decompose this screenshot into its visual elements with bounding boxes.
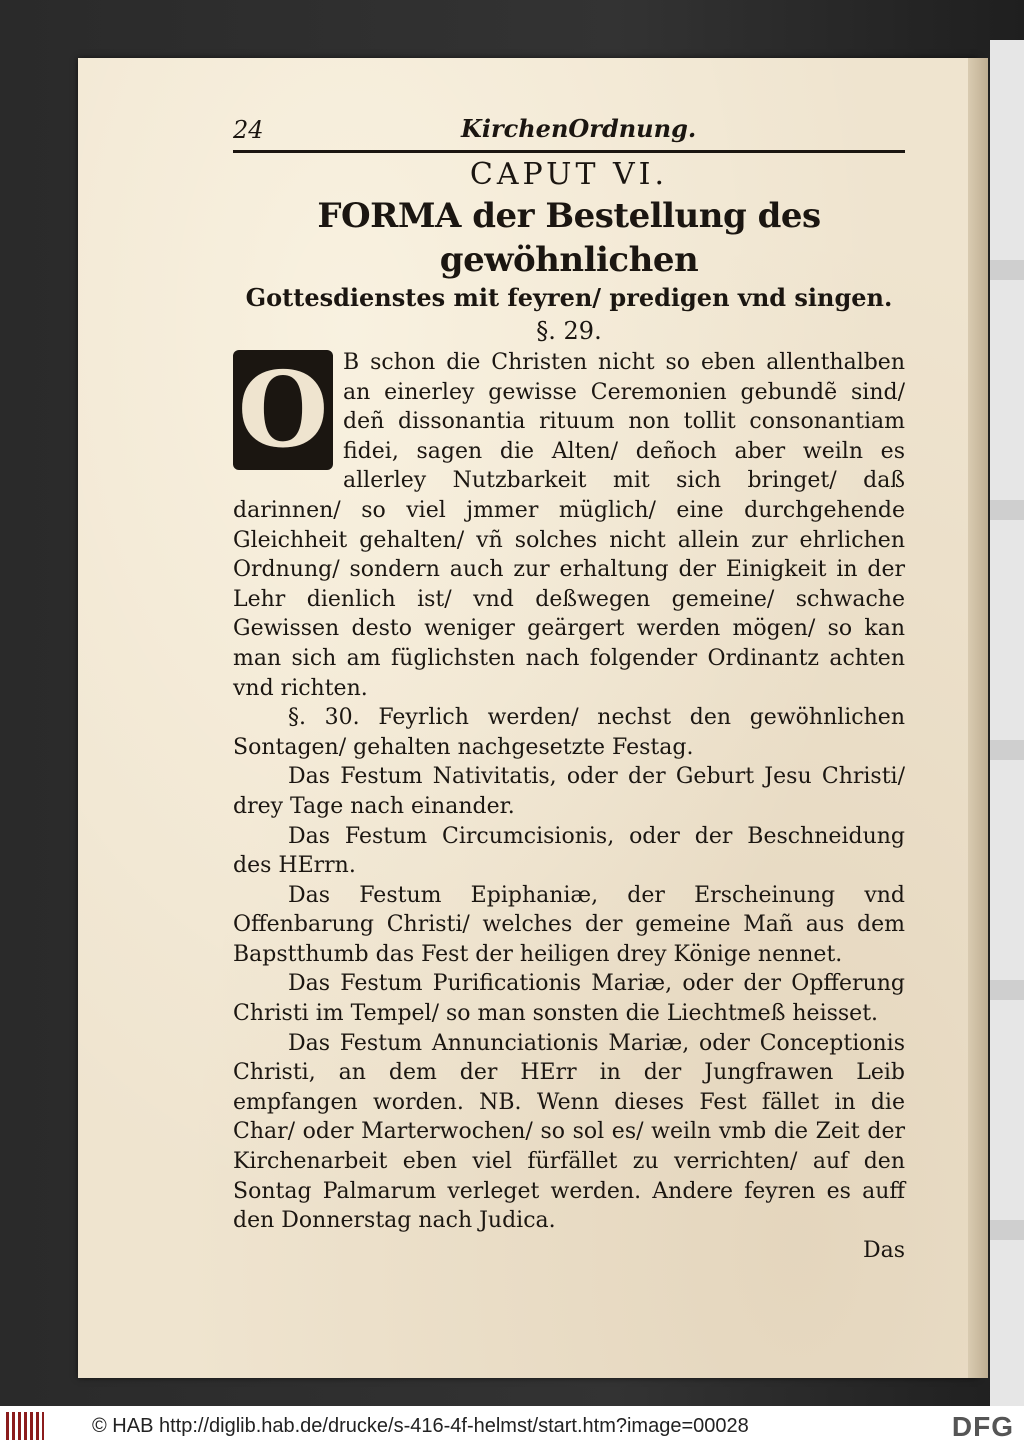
scan-ruler <box>990 40 1024 1406</box>
running-head <box>233 110 905 150</box>
paragraph-29-text: B schon die Christen nicht so eben allenthalben an einerley gewisse Ceremonien gebundẽ sind/ deñ dissonantia rituum non tollit consonantiam fidei, sagen die Alten/ deñoch aber weiln es allerley Nutzbarkeit mit sich bringet/ daß darinnen/ so viel jmmer müglich/ eine durchgehende Gleichheit gehalten/ vñ solches nicht allein zur ehrlichen Ordnung/ sondern auch zur erhaltung der Einigkeit in der Lehr dienlich ist/ vnd deßwegen gemeine/ schwache Gewissen desto weniger geärgert werden mögen/ so kan man sich am füglichsten nach folgender Ordinantz achten vnd richten. <box>233 350 905 701</box>
hab-logo-icon <box>6 1412 44 1440</box>
feast-nativitatis: Das Festum Nativitatis, oder der Geburt Jesu Christi/ drey Tage nach einander. <box>233 764 905 819</box>
catchword: Das <box>862 1237 905 1263</box>
running-title: KirchenOrdnung. <box>461 114 697 143</box>
feast-epiphaniae: Das Festum Epiphaniæ, der Erscheinung vnd Offenbarung Christi/ welches der gemeine Mañ aus dem Bapstthumb das Fest der heiligen drey Könige nennet. <box>233 882 905 967</box>
viewer-footer <box>0 1406 1024 1447</box>
drop-cap-initial: O <box>233 350 333 470</box>
head-rule <box>233 150 905 153</box>
credit-link[interactable]: © HAB http://diglib.hab.de/drucke/s-416-4f-helmst/start.htm?image=00028 <box>92 1415 749 1437</box>
dfg-logo: DFG <box>951 1411 1014 1442</box>
chapter-title: FORMA der Bestellung des gewöhnlichen <box>317 196 821 280</box>
paragraph-30: §. 30. Feyrlich werden/ nechst den gewöhnlichen Sontagen/ gehalten nachgesetzte Festag. <box>233 705 905 760</box>
body-text <box>233 348 905 1263</box>
page-content <box>233 110 905 1265</box>
section-number: §. 29. <box>536 317 602 345</box>
page-edge <box>968 58 988 1378</box>
feast-circumcisionis: Das Festum Circumcisionis, oder der Beschneidung des HErrn. <box>233 823 905 879</box>
page-number: 24 <box>233 116 264 144</box>
feast-purificationis: Das Festum Purificationis Mariæ, oder der Opfferung Christi im Tempel/ so man sonsten die Liechtmeß heisset. <box>233 971 905 1027</box>
chapter-subtitle: Gottesdienstes mit feyren/ predigen vnd singen. <box>245 283 893 312</box>
paragraph-29 <box>233 348 905 703</box>
feast-annunciationis: Das Festum Annunciationis Mariæ, oder Conceptionis Christi, an dem der HErr in der Jungfrawen Leib empfangen worden. NB. Wenn dieses Fest fället in die Char/ oder Marterwochen/ so sol es/ weiln vmb die Zeit der Kirchenarbeit eben viel fürfället zu verrichten/ auf den Sontag Palmarum verleget werden. Andere feyren es auff den Donnerstag nach Judica. <box>233 1030 905 1234</box>
chapter-heading: CAPUT VI. <box>469 157 669 192</box>
